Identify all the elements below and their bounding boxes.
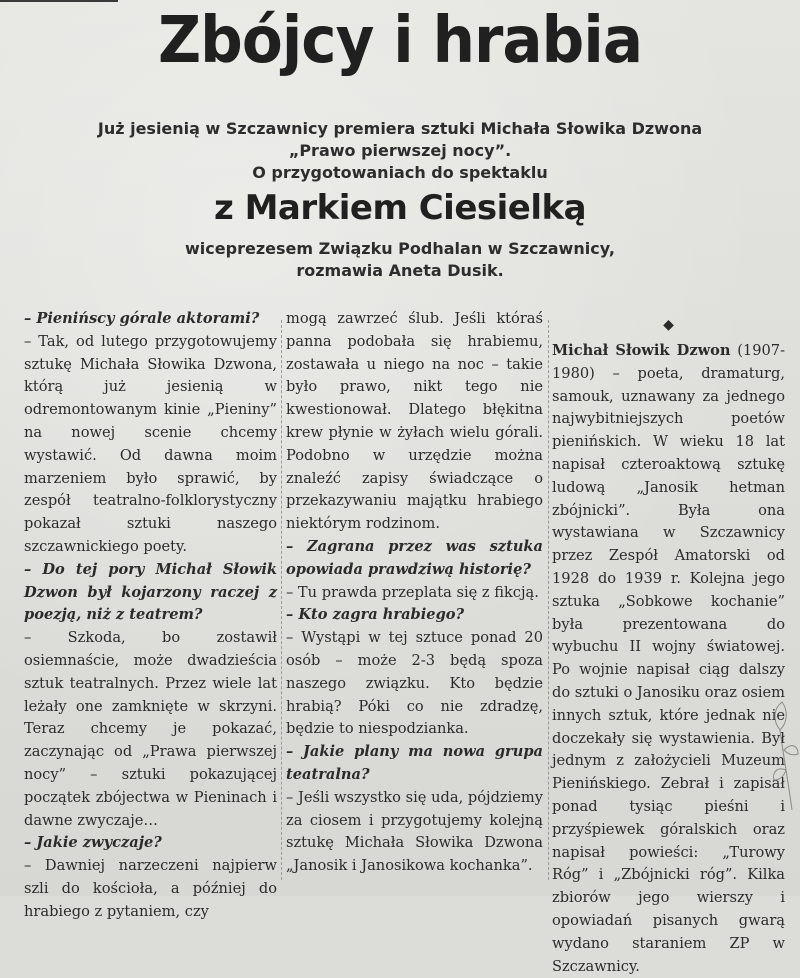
interview-answer: – Wystąpi w tej sztuce ponad 20 osób – może 2-3 będą spoza naszego związku. Kto będzie hrabią? Póki co nie zdradzę, będzie to niespodzianka. bbox=[286, 629, 543, 738]
article-column-1 bbox=[24, 308, 277, 924]
lead-line: Już jesienią w Szczawnicy premiera sztuki Michała Słowika Dzwona bbox=[97, 119, 703, 138]
interview-question: – Jakie zwyczaje? bbox=[24, 834, 162, 852]
lead-byline bbox=[0, 238, 800, 282]
top-rule bbox=[0, 0, 118, 2]
interview-answer: – Szkoda, bo zostawił osiemnaście, może dwadzieścia sztuk teatralnych. Przez wiele lat leżały one zamknięte w skrzyni. Teraz chcemy je pokazać, zaczynając od „Prawa pierwszej nocy” – sztuki pokazującej początek zbójectwa w Pieninach i dawne zwyczaje… bbox=[24, 629, 277, 829]
interview-answer: – Jeśli wszystko się uda, pójdziemy za ciosem i przygotujemy kolejną sztukę Michała Słowika Dzwona „Janosik i Janosikowa kochanka”. bbox=[286, 788, 543, 875]
biography-body: (1907-1980) – poeta, dramaturg, samouk, uznawany za jednego najwybitniejszych poetów pienińskich. W wieku 18 lat napisał czteroaktową sztukę ludową „Janosik hetman zbójnicki”. Była ona wystawiana w Szczawnicy przez Zespół Amatorski od 1928 do 1939 r. Kolejna jego sztuka „Sobkowe kochanie” była prezentowana do wybuchu II wojny światowej. Po wojnie napisał ciąg dalszy do sztuki o Janosiku oraz osiem innych sztuk, które jednak nie doczekały się wystawienia. Był jednym z założycieli Muzeum Pienińskiego. Zebrał i zapisał ponad tysiąc pieśni i przyśpiewek góralskich oraz napisał powieści: „Turowy Róg” i „Zbójnicki róg”. Kilka zbiorów jego wierszy i opowiadań pisanych gwarą wydano staraniem ZP w Szczawnicy. bbox=[552, 342, 786, 975]
column-divider bbox=[548, 320, 549, 880]
flower-sketch-icon bbox=[762, 690, 800, 810]
article-column-2 bbox=[286, 308, 543, 878]
lead-line: rozmawia Aneta Dusik. bbox=[296, 261, 504, 280]
column-divider bbox=[281, 320, 282, 880]
interview-question: – Pienińscy górale aktorami? bbox=[24, 310, 260, 327]
lead-line: „Prawo pierwszej nocy”. bbox=[288, 141, 512, 160]
headline: Zbójcy i hrabia bbox=[157, 4, 643, 78]
interview-answer: – Dawniej narzeczeni najpierw szli do kościoła, a później do hrabiego z pytaniem, czy bbox=[24, 857, 277, 920]
biography-column bbox=[552, 316, 785, 978]
biography-text bbox=[552, 340, 785, 978]
interview-question: – Jakie plany ma nowa grupa teatralna? bbox=[286, 743, 543, 783]
interview-answer: – Tu prawda przeplata się z fikcją. bbox=[286, 583, 539, 601]
interview-answer: – Tak, od lutego przygotowujemy sztukę Michała Słowika Dzwona, którą już jesienią w odremontowanym kinie „Pieniny” na nowej scenie chcemy wystawić. Od dawna moim marzeniem było sprawić, by zespół teatralno-folklorystyczny pokazał sztuki naszego szczawnickiego poety. bbox=[24, 332, 277, 555]
lead-line: O przygotowaniach do spektaklu bbox=[252, 163, 548, 182]
lead-line: wiceprezesem Związku Podhalan w Szczawnicy, bbox=[185, 239, 615, 258]
biography-name: Michał Słowik Dzwon bbox=[552, 342, 731, 359]
lead-intro bbox=[0, 118, 800, 184]
interview-question: – Kto zagra hrabiego? bbox=[286, 606, 465, 624]
interview-answer: mogą zawrzeć ślub. Jeśli któraś panna podobała się hrabiemu, zostawała u niego na noc – takie było prawo, nikt tego nie kwestionował. Dlatego błękitna krew płynie w żyłach wielu górali. Podobno w urzędzie można znaleźć zapisy świadczące o przekazywaniu majątku hrabiego niektórym rodzinom. bbox=[286, 310, 543, 533]
interview-question: – Do tej pory Michał Słowik Dzwon był kojarzony raczej z poezją, niż z teatrem? bbox=[24, 560, 277, 624]
interviewee-name: z Markiem Ciesielką bbox=[213, 188, 587, 228]
diamond-ornament-icon: ◆ bbox=[663, 317, 674, 333]
interview-question: – Zagrana przez was sztuka opowiada prawdziwą historię? bbox=[286, 537, 543, 578]
